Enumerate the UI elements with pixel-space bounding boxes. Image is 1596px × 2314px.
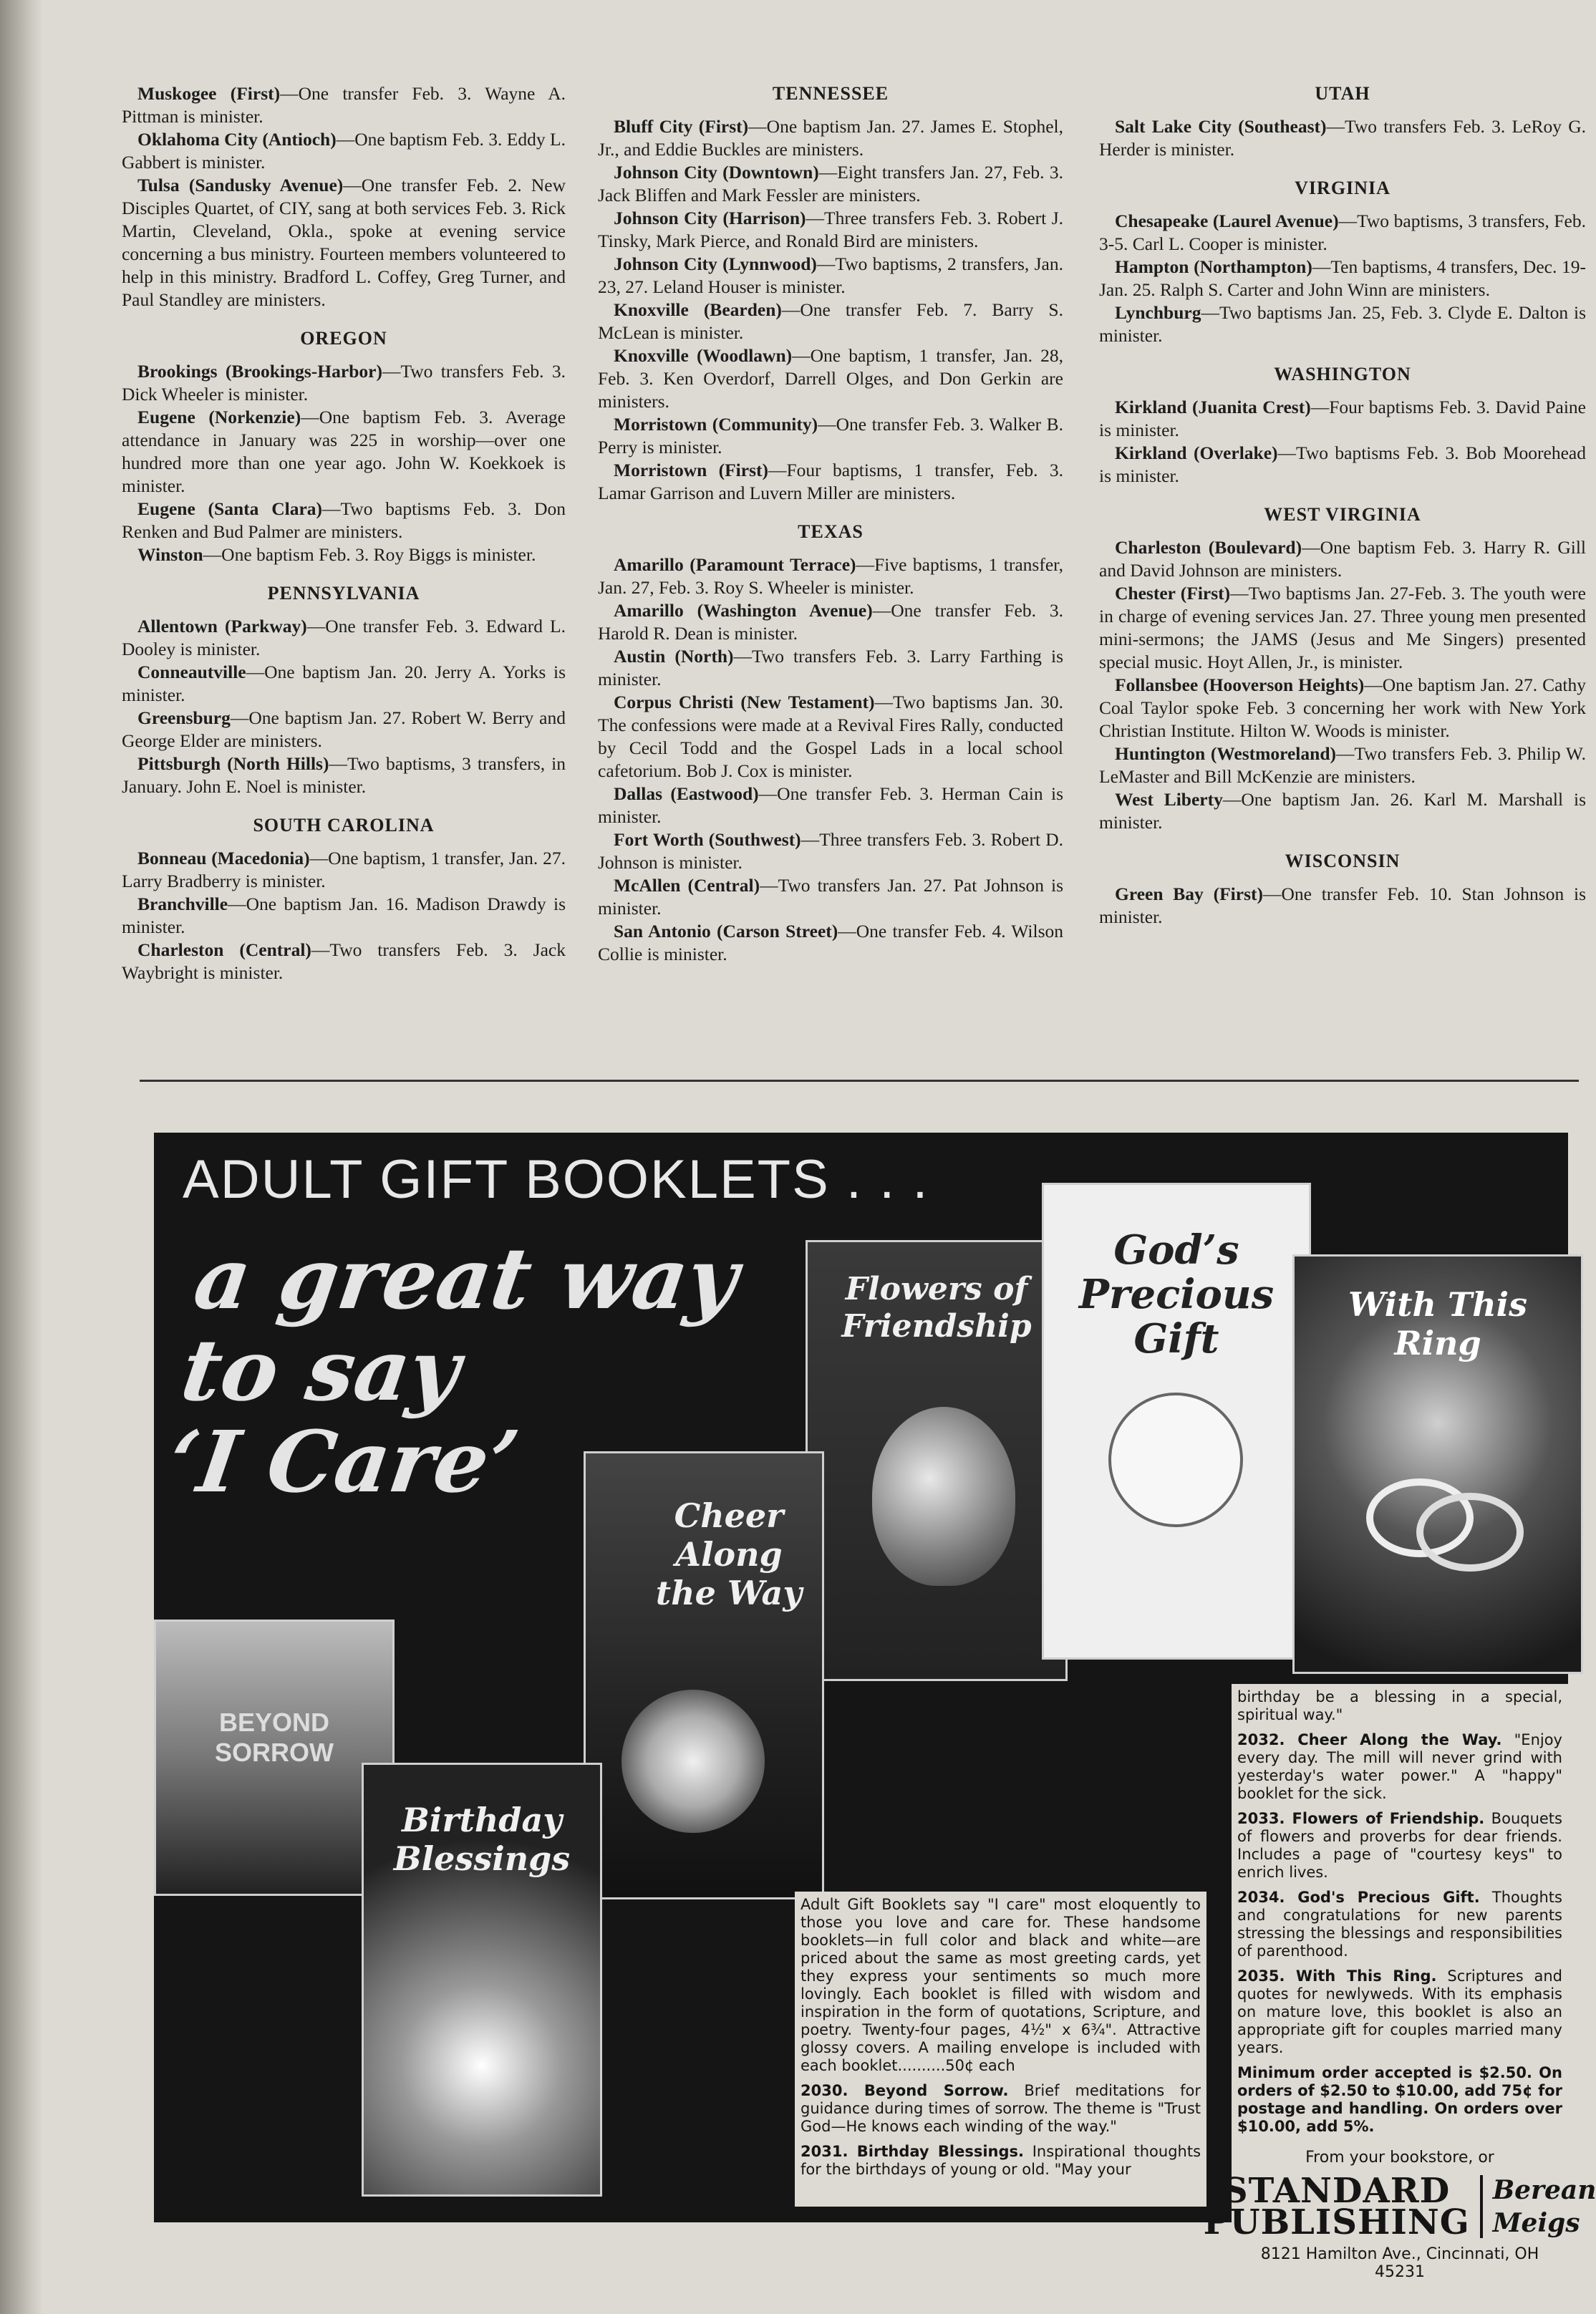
church-report-entry xyxy=(598,253,1063,299)
church-report-text: —One baptism Jan. 27. Cathy Coal Taylor spoke Feb. 3 concerning her work with New York Christian Institute. Hilton W. Woods is minister. xyxy=(1099,674,1586,741)
wedding-ring-icon xyxy=(1416,1493,1524,1572)
church-report-entry xyxy=(1099,674,1586,742)
church-name: Charleston (Central) xyxy=(137,939,311,960)
booklet-title: With This Ring xyxy=(1348,1285,1528,1362)
booklet-cover-birthday-blessings xyxy=(362,1763,602,2197)
publisher-logo xyxy=(1203,2171,1596,2242)
ad-item-title: 2031. Birthday Blessings. xyxy=(801,2143,1025,2160)
church-report-entry xyxy=(122,498,566,543)
church-report-text: —One transfer Feb. 3. Herman Cain is minister. xyxy=(598,783,1063,827)
church-report-text: —One baptism, 1 transfer, Jan. 27. Larry Bradberry is minister. xyxy=(122,848,566,891)
church-report-text: —Two baptisms Feb. 3. Don Renken and Bud Palmer are ministers. xyxy=(122,498,566,542)
gift-booklets-advertisement xyxy=(154,1133,1596,2281)
state-heading: VIRGINIA xyxy=(1295,178,1391,198)
church-report-entry xyxy=(598,207,1063,253)
church-name: Chesapeake (Laurel Avenue) xyxy=(1115,210,1339,231)
church-report-text: —One baptism Jan. 26. Karl M. Marshall is minister. xyxy=(1099,789,1586,833)
section-divider xyxy=(140,1080,1579,1082)
church-report-entry xyxy=(1099,256,1586,301)
tagline-line: ‘I Care’ xyxy=(163,1412,525,1511)
church-report-entry xyxy=(598,459,1063,505)
church-name: Pittsburgh (North Hills) xyxy=(137,753,329,774)
church-name: Corpus Christi (New Testament) xyxy=(614,692,875,712)
church-name: Morristown (Community) xyxy=(614,414,818,435)
booklet-cover-gods-precious-gift xyxy=(1042,1183,1311,1660)
church-name: Chester (First) xyxy=(1115,583,1231,604)
ad-item-text: Scriptures and quotes for newlyweds. With its emphasis on mature love, this booklet is also an appropriate gift for couples married many years. xyxy=(1237,1967,1562,2056)
state-heading: TENNESSEE xyxy=(772,83,889,104)
church-report-text: —One transfer Feb. 2. New Disciples Quartet, of CIY, sang at both services Feb. 3. Rick Martin, Cleveland, Okla., spoke at evening service concerning a bus ministry. Fourteen members volunteered to help in this ministry. Bradford L. Coffey, Greg Turner, and Paul Standley are ministers. xyxy=(122,175,566,310)
church-report-text: —Two baptisms, 2 transfers, Jan. 23, 27. Leland Houser is minister. xyxy=(598,253,1063,297)
church-name: Fort Worth (Southwest) xyxy=(614,829,801,850)
state-heading: TEXAS xyxy=(798,521,864,542)
page-edge xyxy=(0,0,43,2314)
church-report-text: —One baptism Jan. 20. Jerry A. Yorks is minister. xyxy=(122,662,566,705)
church-report-entry xyxy=(598,783,1063,828)
church-report-text: —One baptism Jan. 27. James E. Stophel, Jr., and Eddie Buckles are ministers. xyxy=(598,116,1063,160)
standard-publishing-logo xyxy=(1203,2171,1483,2242)
church-report-entry xyxy=(1099,301,1586,347)
state-heading: PENNSYLVANIA xyxy=(267,583,420,604)
church-report-entry xyxy=(1099,115,1586,161)
ad-description-right xyxy=(1203,1684,1596,2281)
ad-item-title: 2032. Cheer Along the Way. xyxy=(1237,1731,1502,1748)
ad-item-title: 2030. Beyond Sorrow. xyxy=(801,2082,1009,2099)
church-name: San Antonio (Carson Street) xyxy=(614,921,838,941)
church-report-entry xyxy=(1099,536,1586,582)
ad-continued-text: birthday be a blessing in a special, spiritual way." xyxy=(1237,1688,1562,1723)
church-report-text: —Four baptisms, 1 transfer, Feb. 3. Lamar Garrison and Luvern Miller are ministers. xyxy=(598,460,1063,503)
church-report-entry xyxy=(122,847,566,893)
tagline-line: to say xyxy=(175,1320,466,1420)
church-report-entry xyxy=(122,128,566,174)
ad-item-text: Inspirational thoughts for the birthdays of young or old. "May your xyxy=(801,2143,1201,2178)
berean-meigs-logo xyxy=(1483,2174,1596,2240)
church-report-entry xyxy=(1099,210,1586,256)
church-report-text: —Five baptisms, 1 transfer, Jan. 27, Feb. 3. Roy S. Wheeler is minister. xyxy=(598,554,1063,598)
booklet-cover-cheer-along-the-way xyxy=(584,1451,824,1899)
booklet-title: God’s Precious Gift xyxy=(1078,1226,1275,1362)
church-name: Greensburg xyxy=(137,707,231,728)
church-name: Amarillo (Paramount Terrace) xyxy=(614,554,856,575)
ad-item xyxy=(1237,1810,1562,1882)
church-name: Eugene (Santa Clara) xyxy=(137,498,323,519)
booklet-title: Cheer Along the Way xyxy=(655,1496,803,1612)
church-name: Dallas (Eastwood) xyxy=(614,783,759,804)
ad-intro: Adult Gift Booklets say "I care" most eloquently to those you love and care for. These handsome booklets—in full color and black and white—are priced about the same as most greeting cards, yet they express your sentiments so much more lovingly. Each booklet is filled with wisdom and inspiration in the form of quotations, Scripture, and poetry. Twenty-four pages, 4½" x 6¾". Attractive glossy covers. A mailing envelope is included with each booklet..........50¢ each xyxy=(801,1896,1201,2074)
church-report-entry xyxy=(1099,582,1586,674)
church-report-text: —One transfer Feb. 7. Barry S. McLean is minister. xyxy=(598,299,1063,343)
church-name: Hampton (Northampton) xyxy=(1115,256,1312,277)
booklet-cover-flowers-of-friendship xyxy=(806,1240,1068,1681)
church-name: Winston xyxy=(137,544,203,565)
church-report-text: —One transfer Feb. 4. Wilson Collie is minister. xyxy=(598,921,1063,964)
church-report-text: —Two baptisms, 3 transfers, in January. John E. Noel is minister. xyxy=(122,753,566,797)
church-name: Allentown (Parkway) xyxy=(137,616,307,636)
logo-line: Berean xyxy=(1492,2175,1596,2205)
church-report-text: —One baptism Jan. 27. Robert W. Berry and George Elder are ministers. xyxy=(122,707,566,751)
church-name: Eugene (Norkenzie) xyxy=(137,407,301,427)
church-name: Charleston (Boulevard) xyxy=(1115,537,1302,558)
logo-line: PUBLISHING xyxy=(1203,2202,1470,2242)
church-name: Johnson City (Downtown) xyxy=(614,162,819,183)
church-name: Knoxville (Bearden) xyxy=(614,299,782,320)
church-report-text: —One transfer Feb. 3. Walker B. Perry is minister. xyxy=(598,414,1064,458)
church-name: Morristown (First) xyxy=(614,460,768,480)
church-name: Bluff City (First) xyxy=(614,116,749,137)
state-heading: OREGON xyxy=(300,328,387,349)
church-report-entry xyxy=(1099,883,1586,929)
ad-item-text: Thoughts and congratulations for new parents stressing the blessings and responsibilities of parenthood. xyxy=(1237,1889,1562,1960)
rose-icon xyxy=(622,1690,765,1833)
news-column-3 xyxy=(1099,82,1586,929)
church-name: Muskogee (First) xyxy=(137,83,281,104)
state-heading: SOUTH CAROLINA xyxy=(253,815,435,836)
church-report-entry xyxy=(598,599,1063,645)
booklet-title: Flowers of Friendship xyxy=(841,1271,1032,1345)
church-name: Salt Lake City (Southeast) xyxy=(1115,116,1327,137)
ad-headline: ADULT GIFT BOOKLETS . . . xyxy=(183,1149,929,1210)
church-report-entry xyxy=(1099,396,1586,442)
order-note xyxy=(1237,2064,1562,2136)
church-report-entry xyxy=(598,874,1063,920)
church-name: Amarillo (Washington Avenue) xyxy=(614,600,873,621)
ad-description-left xyxy=(795,1892,1206,2207)
ad-item-text: Brief meditations for guidance during times of sorrow. The theme is "Trust God—He knows each winding of the way." xyxy=(801,2082,1201,2135)
church-name: Kirkland (Juanita Crest) xyxy=(1115,397,1311,417)
church-report-text: —One baptism, 1 transfer, Jan. 28, Feb. 3. Ken Overdorf, Darrell Olges, and Don Gerkin are ministers. xyxy=(598,345,1063,412)
ad-item xyxy=(1237,1731,1562,1803)
church-report-entry xyxy=(122,893,566,939)
church-report-entry xyxy=(122,406,566,498)
state-heading: WASHINGTON xyxy=(1274,364,1411,384)
church-report-entry xyxy=(122,543,566,566)
church-name: Follansbee (Hooverson Heights) xyxy=(1115,674,1365,695)
church-name: Lynchburg xyxy=(1115,302,1201,323)
ad-item-title: 2034. God's Precious Gift. xyxy=(1237,1889,1480,1906)
news-column-1 xyxy=(122,82,566,984)
church-name: Kirkland (Overlake) xyxy=(1115,442,1278,463)
ad-item xyxy=(1237,1889,1562,1960)
church-report-entry xyxy=(122,752,566,798)
ad-item xyxy=(801,2143,1201,2179)
church-name: Austin (North) xyxy=(614,646,734,667)
church-report-text: —Three transfers Feb. 3. Robert D. Johnson is minister. xyxy=(598,829,1063,873)
church-report-text: —Three transfers Feb. 3. Robert J. Tinsky, Mark Pierce, and Ronald Bird are ministers. xyxy=(598,208,1064,251)
booklet-title: BEYOND SORROW xyxy=(215,1708,334,1767)
church-report-entry xyxy=(122,360,566,406)
church-report-text: —One transfer Feb. 3. Harold R. Dean is minister. xyxy=(598,600,1064,644)
church-report-entry xyxy=(122,615,566,661)
church-report-entry xyxy=(598,645,1063,691)
booklet-cover-beyond-sorrow xyxy=(154,1620,395,1896)
ad-item-text: "Enjoy every day. The mill will never grind with yesterday's water power." A "happy" booklet for the sick. xyxy=(1237,1731,1562,1802)
logo-line: Meigs xyxy=(1492,2208,1580,2238)
church-report-text: —One baptism Feb. 3. Eddy L. Gabbert is minister. xyxy=(122,129,566,173)
church-report-text: —One baptism Feb. 3. Average attendance in January was 225 in worship—over one hundred more than one year ago. John W. Koekkoek is minister. xyxy=(122,407,566,496)
church-report-text: —Two transfers Feb. 3. LeRoy G. Herder is minister. xyxy=(1099,116,1586,160)
church-report-text: —One transfer Feb. 3. Edward L. Dooley is minister. xyxy=(122,616,566,659)
booklet-cover-with-this-ring xyxy=(1292,1254,1583,1674)
church-report-entry xyxy=(1099,742,1586,788)
church-report-text: —Two baptisms Feb. 3. Bob Moorehead is minister. xyxy=(1099,442,1586,486)
church-report-entry xyxy=(1099,788,1586,834)
logo-line: STANDARD xyxy=(1223,2171,1451,2211)
church-report-entry xyxy=(598,115,1063,161)
church-report-text: —Two baptisms Jan. 25, Feb. 3. Clyde E. Dalton is minister. xyxy=(1099,302,1586,346)
ad-item xyxy=(1237,1967,1562,2057)
booklet-title: Birthday Blessings xyxy=(393,1801,571,1878)
church-report-text: —Eight transfers Jan. 27, Feb. 3. Jack Bliffen and Mark Fessler are ministers. xyxy=(598,162,1064,205)
church-report-entry xyxy=(598,828,1063,874)
church-name: McAllen (Central) xyxy=(614,875,760,896)
church-report-text: —Two baptisms Jan. 27-Feb. 3. The youth were in charge of evening services Jan. 27. Three young men presented mini-sermons; the JAMS (Jesus and Me Singers) presented special music. Hoyt Allen, Jr., is minister. xyxy=(1099,583,1586,672)
ad-item xyxy=(801,2082,1201,2136)
church-report-entry xyxy=(598,691,1063,783)
church-name: Johnson City (Lynnwood) xyxy=(614,253,817,274)
ad-item-title: 2033. Flowers of Friendship. xyxy=(1237,1810,1485,1827)
church-report-entry xyxy=(122,82,566,128)
church-name: Huntington (Westmoreland) xyxy=(1115,743,1336,764)
church-name: Oklahoma City (Antioch) xyxy=(137,129,337,150)
church-report-text: —One baptism Jan. 16. Madison Drawdy is minister. xyxy=(122,894,566,937)
church-name: Branchville xyxy=(137,894,228,914)
church-report-text: —One transfer Feb. 10. Stan Johnson is minister. xyxy=(1099,884,1587,927)
publisher-address: 8121 Hamilton Ave., Cincinnati, OH 45231 xyxy=(1260,2245,1539,2281)
church-report-text: —Two transfers Feb. 3. Jack Waybright is minister. xyxy=(122,939,566,983)
church-name: West Liberty xyxy=(1115,789,1223,810)
church-report-entry xyxy=(598,161,1063,207)
church-name: Green Bay (First) xyxy=(1115,884,1263,904)
state-heading: WEST VIRGINIA xyxy=(1264,504,1421,525)
church-report-entry xyxy=(122,707,566,752)
church-report-entry xyxy=(122,174,566,311)
church-report-text: —Two transfers Feb. 3. Larry Farthing is minister. xyxy=(598,646,1063,689)
church-report-text: —One baptism Feb. 3. Roy Biggs is minister. xyxy=(203,544,536,565)
ad-from-line: From your bookstore, or xyxy=(1305,2149,1494,2167)
church-report-text: —Ten baptisms, 4 transfers, Dec. 19-Jan. 25. Ralph S. Carter and John Winn are ministers. xyxy=(1099,256,1587,300)
church-report-entry xyxy=(598,344,1063,413)
ad-item-text: Bouquets of flowers and proverbs for dear friends. Includes a page of "courtesy keys" to enrich lives. xyxy=(1237,1810,1562,1881)
flower-vase-icon xyxy=(872,1407,1015,1586)
church-name: Johnson City (Harrison) xyxy=(614,208,806,228)
church-name: Knoxville (Woodlawn) xyxy=(614,345,793,366)
church-report-text: —One baptism Feb. 3. Harry R. Gill and David Johnson are ministers. xyxy=(1099,537,1587,581)
church-report-text: —Two transfers Jan. 27. Pat Johnson is minister. xyxy=(598,875,1064,919)
church-report-entry xyxy=(1099,442,1586,488)
church-report-text: —Two baptisms, 3 transfers, Feb. 3-5. Carl L. Cooper is minister. xyxy=(1099,210,1586,254)
church-report-entry xyxy=(598,553,1063,599)
church-report-entry xyxy=(598,413,1063,459)
church-report-text: —Two transfers Feb. 3. Dick Wheeler is minister. xyxy=(122,361,566,405)
tagline-line: a great way xyxy=(188,1229,744,1328)
baby-illustration-icon xyxy=(1108,1393,1243,1527)
state-heading: UTAH xyxy=(1315,83,1370,104)
church-name: Bonneau (Macedonia) xyxy=(137,848,310,868)
church-report-entry xyxy=(122,661,566,707)
church-report-entry xyxy=(598,299,1063,344)
order-note-text: Minimum order accepted is $2.50. On orders of $2.50 to $10.00, add 75¢ for postage and handling. On orders over $10.00, add 5%. xyxy=(1237,2064,1562,2135)
church-report-text: —One transfer Feb. 3. Wayne A. Pittman is minister. xyxy=(122,83,566,127)
church-name: Tulsa (Sandusky Avenue) xyxy=(137,175,344,195)
church-report-text: —Two transfers Feb. 3. Philip W. LeMaster and Bill McKenzie are ministers. xyxy=(1099,743,1586,787)
church-report-entry xyxy=(122,939,566,984)
church-name: Conneautville xyxy=(137,662,246,682)
church-report-text: —Two baptisms Jan. 30. The confessions were made at a Revival Fires Rally, conducted by Cecil Todd and the Gospel Lads in a local school cafetorium. Bob J. Cox is minister. xyxy=(598,692,1064,781)
church-name: Brookings (Brookings-Harbor) xyxy=(137,361,382,382)
state-heading: WISCONSIN xyxy=(1285,851,1401,871)
church-report-text: —Four baptisms Feb. 3. David Paine is minister. xyxy=(1099,397,1586,440)
ad-item-title: 2035. With This Ring. xyxy=(1237,1967,1437,1985)
news-column-2 xyxy=(598,82,1063,966)
church-report-entry xyxy=(598,920,1063,966)
